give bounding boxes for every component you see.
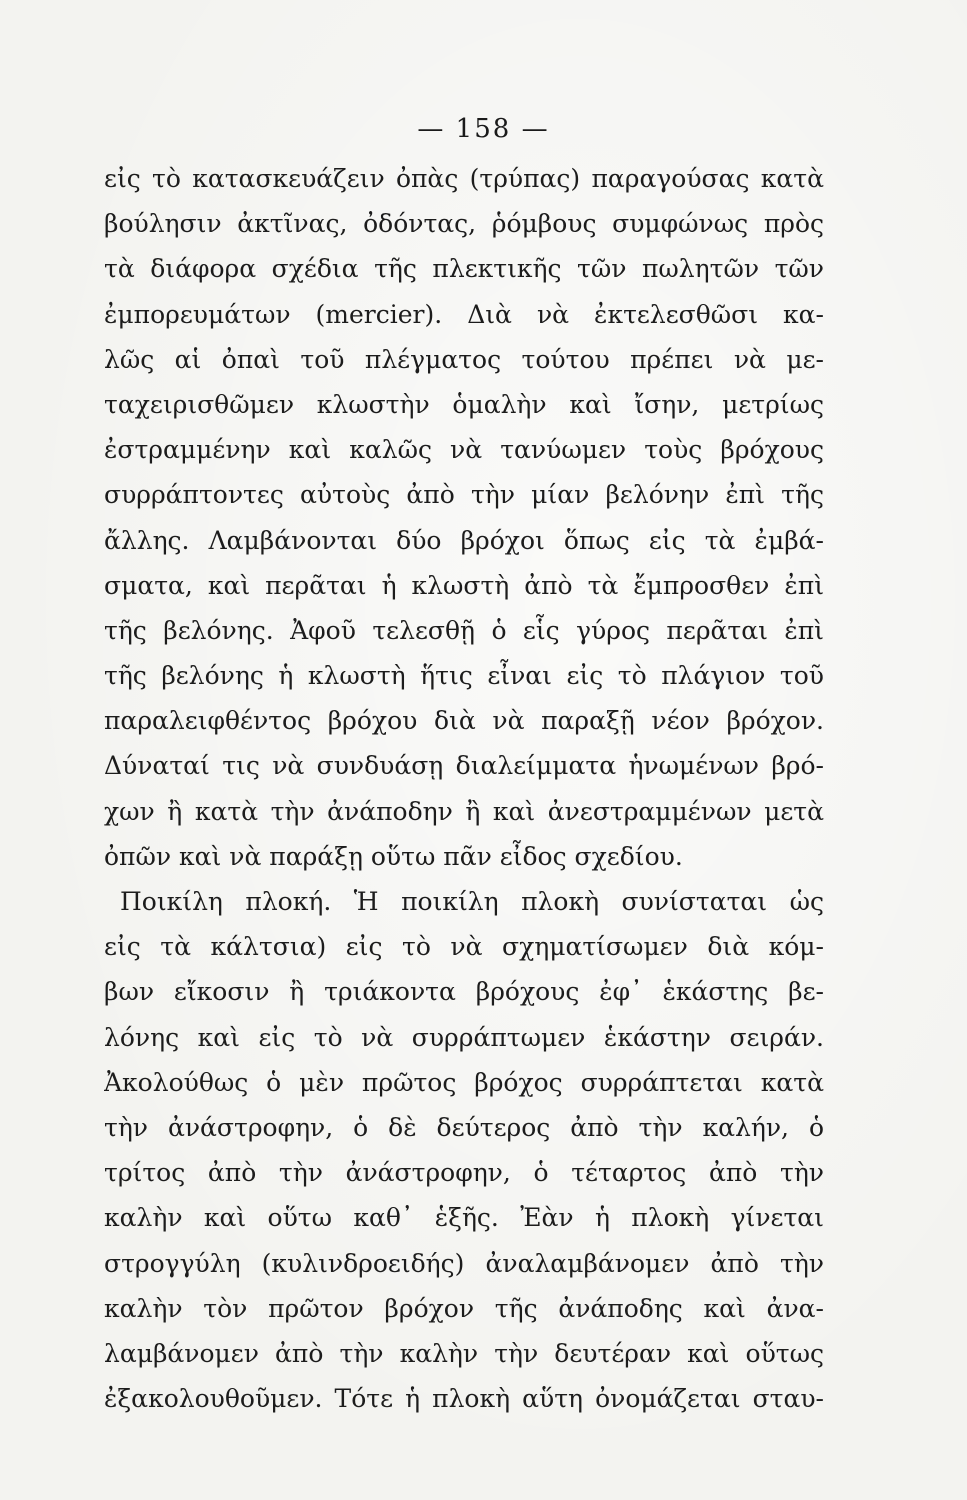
text-line: σματα, καὶ περᾶται ἡ κλωστὴ ἀπὸ τὰ ἔμπροσθεν ἐπὶ xyxy=(104,570,824,600)
text-line: ἐμπορευμάτων (mercier). Διὰ νὰ ἐκτελεσθῶσι κα- xyxy=(104,299,824,329)
text-line: παραλειφθέντος βρόχου διὰ νὰ παραξῇ νέον βρόχον. xyxy=(104,706,824,736)
text-line: Ποικίλη πλοκή. Ἡ ποικίλη πλοκὴ συνίσταται ὡς xyxy=(120,887,824,916)
text-line: τὴν ἀνάστροφην, ὁ δὲ δεύτερος ἀπὸ τὴν καλήν, ὁ xyxy=(104,1112,824,1142)
page-number: — 158 — xyxy=(417,114,550,144)
text-line: ἄλλης. Λαμβάνονται δύο βρόχοι ὅπως εἰς τὰ ἐμβά- xyxy=(104,525,824,555)
text-line: καλὴν καὶ οὕτω καθ᾽ ἑξῆς. Ἐὰν ἡ πλοκὴ γίνεται xyxy=(104,1203,824,1233)
text-line: λῶς αἱ ὀπαὶ τοῦ πλέγματος τούτου πρέπει νὰ με- xyxy=(104,344,824,374)
text-line: βων εἴκοσιν ἢ τριάκοντα βρόχους ἐφ᾽ ἑκάστης βε- xyxy=(104,977,824,1007)
text-line: ὀπῶν καὶ νὰ παράξῃ οὕτω πᾶν εἶδος σχεδίου. xyxy=(104,841,683,871)
text-line: τῆς βελόνης ἡ κλωστὴ ἥτις εἶναι εἰς τὸ πλάγιον τοῦ xyxy=(104,661,824,691)
text-line: εἰς τὸ κατασκευάζειν ὀπὰς (τρύπας) παραγούσας κατὰ xyxy=(104,164,824,193)
text-line: καλὴν τὸν πρῶτον βρόχον τῆς ἀνάποδης καὶ ἀνα- xyxy=(104,1293,824,1323)
body-text xyxy=(104,156,824,1421)
text-line: τρίτος ἀπὸ τὴν ἀνάστροφην, ὁ τέταρτος ἀπὸ τὴν xyxy=(104,1158,824,1188)
text-line: Ἀκολούθως ὁ μὲν πρῶτος βρόχος συρράπτεται κατὰ xyxy=(104,1067,824,1097)
text-line: λαμβάνομεν ἀπὸ τὴν καλὴν τὴν δευτέραν καὶ οὕτως xyxy=(104,1338,824,1368)
text-line: ἐξακολουθοῦμεν. Τότε ἡ πλοκὴ αὕτη ὀνομάζεται σταυ- xyxy=(104,1384,824,1414)
text-line: λόνης καὶ εἰς τὸ νὰ συρράπτωμεν ἑκάστην σειράν. xyxy=(104,1022,824,1052)
text-line: ἐστραμμένην καὶ καλῶς νὰ τανύωμεν τοὺς βρόχους xyxy=(104,435,824,465)
text-line: συρράπτοντες αὐτοὺς ἀπὸ τὴν μίαν βελόνην ἐπὶ τῆς xyxy=(104,480,824,510)
text-line: βούλησιν ἀκτῖνας, ὀδόντας, ῥόμβους συμφώνως πρὸς xyxy=(104,209,824,239)
text-line: εἰς τὰ κάλτσια) εἰς τὸ νὰ σχηματίσωμεν διὰ κόμ- xyxy=(104,932,824,962)
text-line: τῆς βελόνης. Ἀφοῦ τελεσθῇ ὁ εἷς γύρος περᾶται ἐπὶ xyxy=(104,615,824,645)
text-line: χων ἢ κατὰ τὴν ἀνάποδην ἢ καὶ ἀνεστραμμένων μετὰ xyxy=(104,796,824,826)
text-line: τὰ διάφορα σχέδια τῆς πλεκτικῆς τῶν πωλητῶν τῶν xyxy=(104,254,824,284)
text-line: ταχειρισθῶμεν κλωστὴν ὁμαλὴν καὶ ἴσην, μετρίως xyxy=(104,389,824,419)
text-line: στρογγύλη (κυλινδροειδής) ἀναλαμβάνομεν ἀπὸ τὴν xyxy=(104,1248,824,1278)
text-line: Δύναταί τις νὰ συνδυάσῃ διαλείμματα ἡνωμένων βρό- xyxy=(104,751,824,781)
